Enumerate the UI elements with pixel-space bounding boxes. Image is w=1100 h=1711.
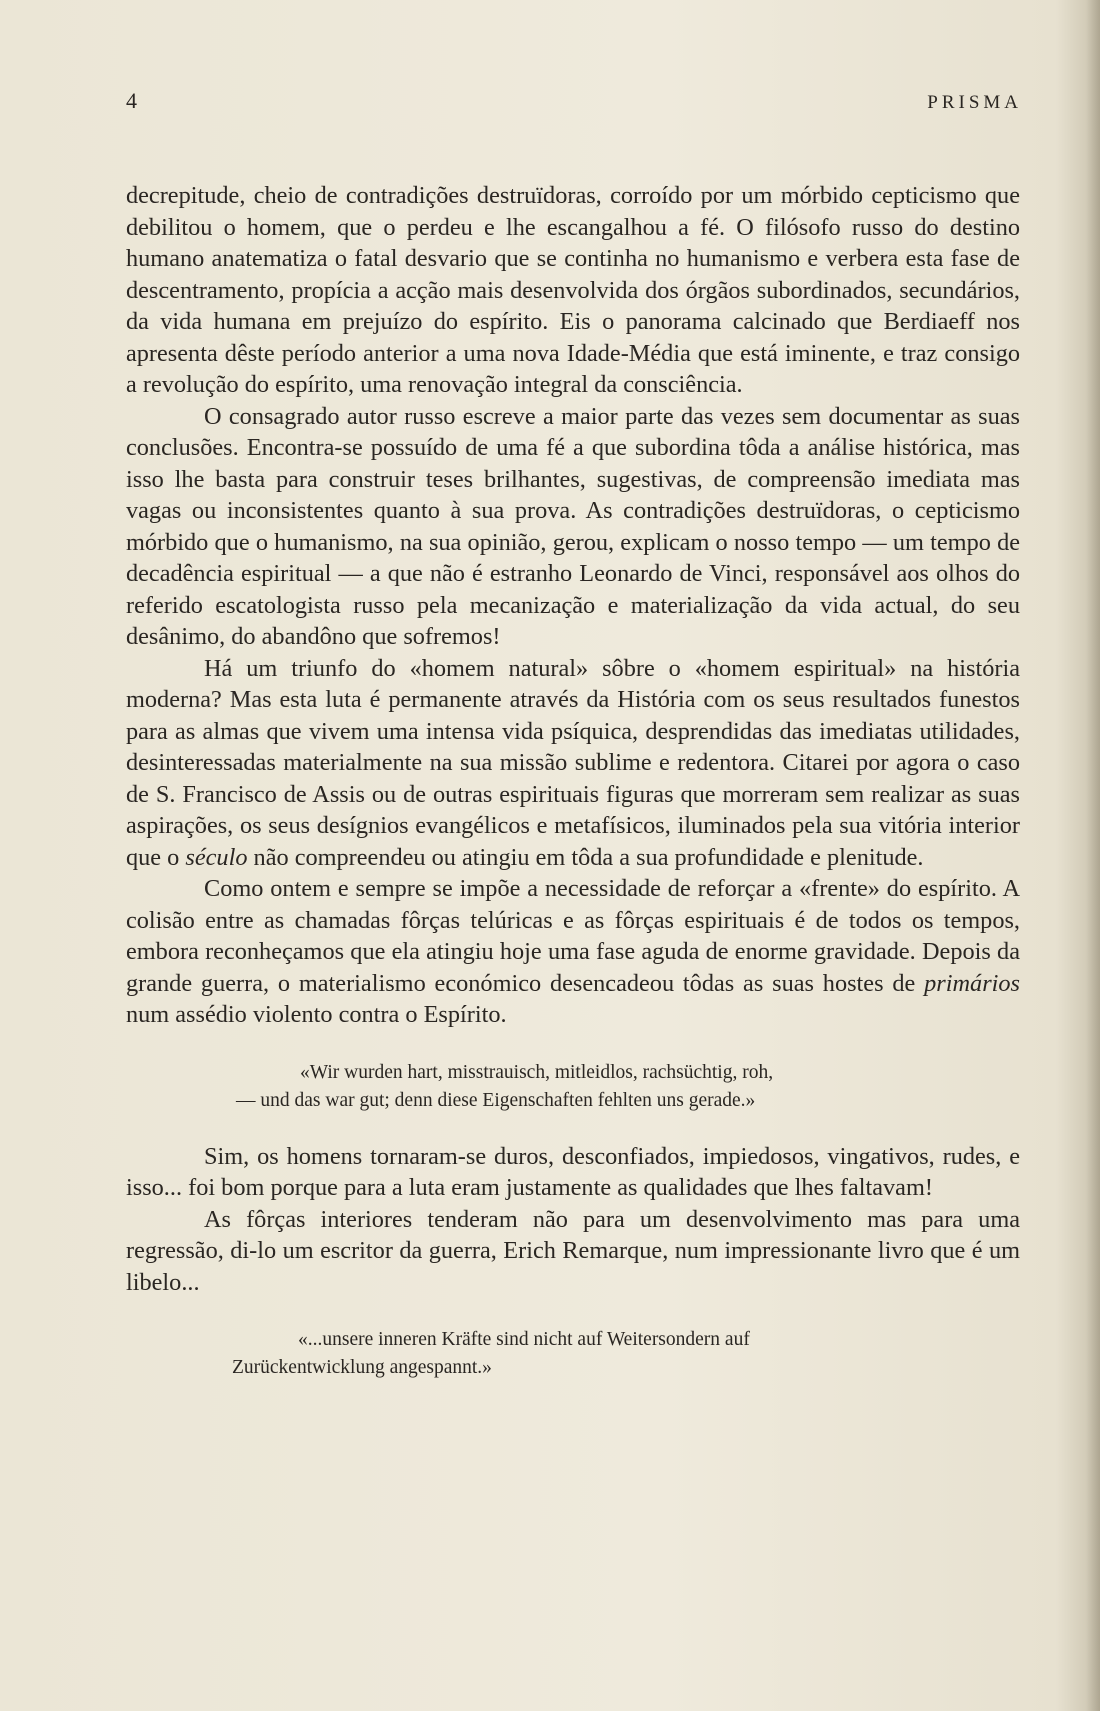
paragraph-6-text: As fôrças interiores tenderam não para um desenvolvimento mas para uma regressão, di-lo um escritor da guerra, Erich Remarque, num impressionante livro que é um libelo...: [126, 1205, 1020, 1296]
german-quote-2: [126, 1298, 1020, 1382]
paragraph-5: [126, 1141, 1020, 1204]
journal-title: PRISMA: [927, 92, 1022, 113]
paragraph-3-text-end: não compreendeu ou atingiu em tôda a sua profundidade e plenitude.: [247, 843, 924, 871]
paragraph-4-text-end: num assédio violento contra o Espírito.: [126, 1001, 507, 1028]
paragraph-6: [126, 1204, 1020, 1299]
paragraph-3-text-start: Há um triunfo do «homem natural» sôbre o «homem espiritual» na história moderna? Mas esta luta é permanente através da História com os seus resultados funestos para as almas que vivem uma intensa vida psíquica, desprendidas das imediatas utilidades, desinteressadas materialmente na sua missão sublime e redentora. Citarei por agora o caso de S. Francisco de Assis ou de outras espirituais figuras que morreram sem realizar as suas aspirações, os seus desígnios evangélicos e metafísicos, iluminados pela sua vitória interior que o: [126, 654, 1020, 871]
german-quote-2-line-1: «...unsere inneren Kräfte sind nicht auf Weitersondern auf: [298, 1329, 750, 1350]
page-edge-shadow: [1086, 0, 1100, 1711]
german-quote-2-line-2: Zurückentwicklung angespannt.»: [232, 1357, 492, 1378]
paragraph-4: [126, 873, 1020, 1031]
running-head: [126, 88, 1022, 118]
german-quote-1: [126, 1031, 1020, 1141]
paragraph-3: [126, 653, 1020, 874]
paragraph-4-text-start: Como ontem e sempre se impõe a necessidade de reforçar a «frente» do espírito. A colisão entre as chamadas fôrças telúricas e as fôrças espirituais é de todos os tempos, embora reconheçamos que ela atingiu hoje uma fase aguda de enorme gravidade. Depois da grande guerra, o materialismo económico desencadeou tôdas as suas hostes de: [126, 875, 1020, 997]
german-quote-1-line-2: — und das war gut; denn diese Eigenschaften fehlten uns gerade.»: [236, 1089, 756, 1111]
paragraph-1-text: decrepitude, cheio de contradições destruïdoras, corroído por um mórbido cepticismo que debilitou o homem, que o perdeu e lhe escangalhou a fé. O filósofo russo do destino humano anatematiza o fatal desvario que se continha no humanismo e verbera esta fase de descentramento, propícia a acção mais desenvolvida dos órgãos subordinados, secundários, da vida humana em prejuízo do espírito. Eis o panorama calcinado que Berdiaeff nos apresenta dêste período anterior a uma nova Idade-Média que está iminente, e traz consigo a revolução do espírito, uma renovação integral da consciência.: [126, 182, 1020, 398]
paragraph-2-text: O consagrado autor russo escreve a maior parte das vezes sem documentar as suas conclusões. Encontra-se possuído de uma fé a que subordina tôda a análise histórica, mas isso lhe basta para construir teses brilhantes, sugestivas, de compreensão imediata mas vagas ou inconsistentes quanto à sua prova. As contradições destruïdoras, o cepticismo mórbido que o humanismo, na sua opinião, gerou, explicam o nosso tempo — um tempo de decadência espiritual — a que não é estranho Leonardo de Vinci, responsável aos olhos do referido escatologista russo pela mecanização e materialização da vida actual, do seu desânimo, do abandôno que sofremos!: [126, 402, 1020, 650]
page-number: 4: [126, 88, 137, 113]
paragraph-3-italic-term: século: [185, 843, 248, 871]
german-quote-1-line-1: «Wir wurden hart, misstrauisch, mitleidlos, rachsüchtig, roh,: [300, 1061, 774, 1083]
paragraph-1: [126, 180, 1020, 401]
paragraph-2: [126, 401, 1020, 653]
paragraph-5-text: Sim, os homens tornaram-se duros, desconfiados, impiedosos, vingativos, rudes, e isso... foi bom porque para a luta eram justamente as qualidades que lhes faltavam!: [126, 1142, 1020, 1201]
body-text: [126, 180, 1020, 1382]
paragraph-4-italic-term: primários: [924, 969, 1020, 997]
